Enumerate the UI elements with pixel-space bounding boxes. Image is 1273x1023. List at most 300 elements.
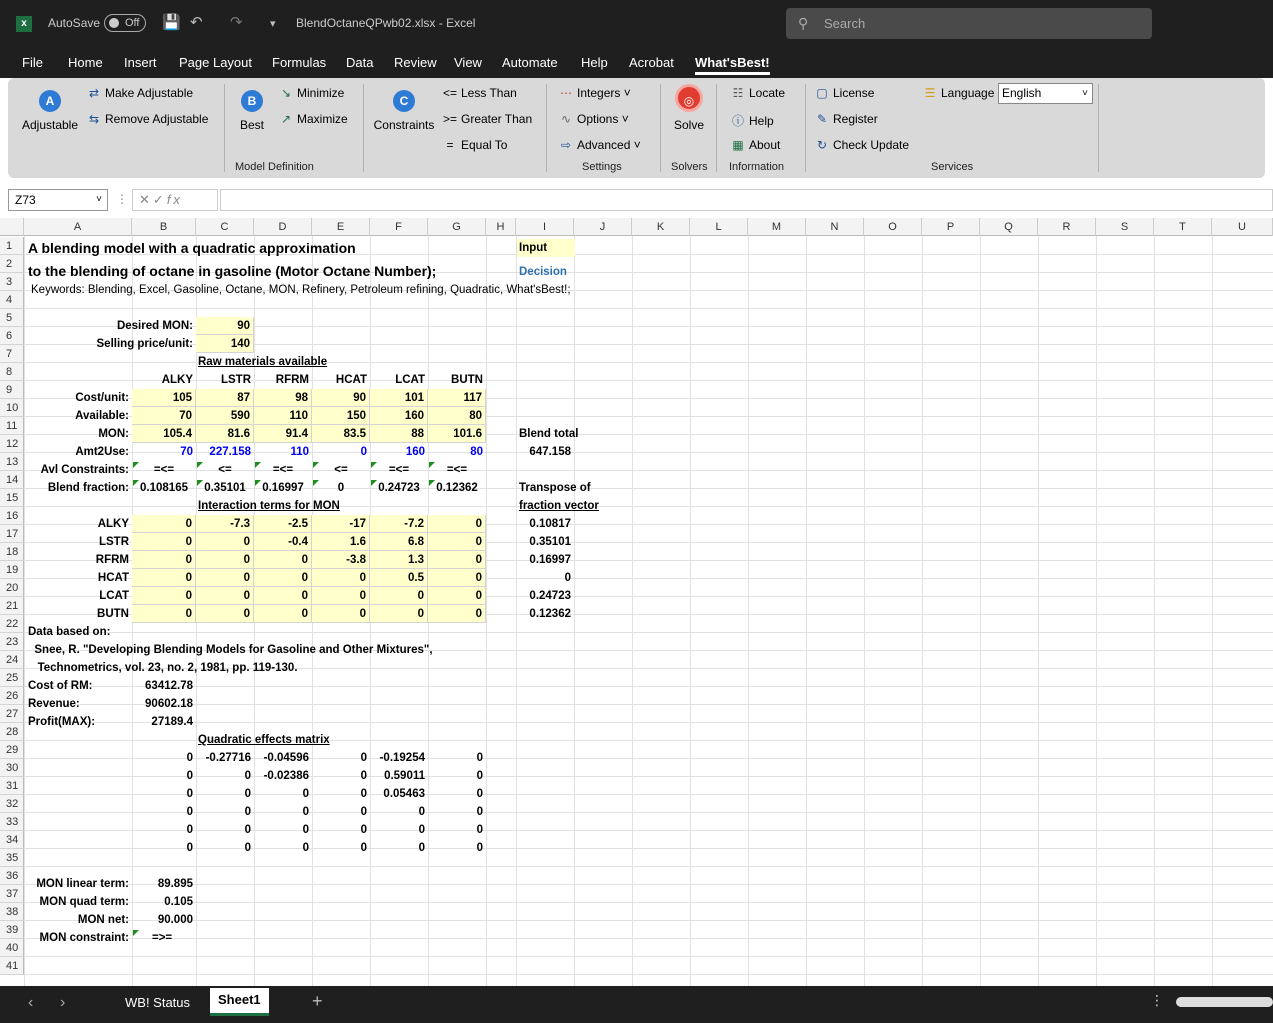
interaction-cell[interactable]: -2.5 bbox=[254, 515, 312, 533]
tab-formulas[interactable]: Formulas bbox=[272, 55, 327, 70]
cell-b38[interactable]: 90.000 bbox=[157, 914, 193, 926]
row-header[interactable]: 29 bbox=[0, 741, 24, 759]
cell-a27[interactable]: Profit(MAX): bbox=[28, 716, 96, 728]
input-cell[interactable]: 160 bbox=[370, 407, 428, 425]
quadratic-cell[interactable]: 0 bbox=[302, 806, 309, 818]
row-header[interactable]: 40 bbox=[0, 939, 24, 957]
constraints-icon: C bbox=[393, 90, 415, 112]
solve-label: Solve bbox=[673, 118, 705, 132]
tab-page-layout[interactable]: Page Layout bbox=[179, 55, 253, 70]
constraint-cell[interactable]: =<= bbox=[132, 461, 196, 479]
cancel-icon[interactable]: ✕ bbox=[139, 192, 153, 207]
quadratic-cell[interactable]: 0 bbox=[418, 806, 425, 818]
cell-a23[interactable]: Snee, R. "Developing Blending Models for Gasoline and Other Mixtures", bbox=[28, 644, 433, 656]
interaction-cell[interactable]: 0 bbox=[312, 587, 370, 605]
row-label-cell[interactable]: HCAT bbox=[97, 572, 129, 584]
cell-a2[interactable]: to the blending of octane in gasoline (Motor Octane Number); bbox=[28, 263, 437, 279]
tab-automate[interactable]: Automate bbox=[502, 55, 558, 70]
column-header[interactable]: U bbox=[1212, 218, 1273, 236]
quadratic-cell[interactable]: 0 bbox=[476, 770, 483, 782]
interaction-cell[interactable]: 0 bbox=[132, 605, 196, 623]
decision-cell[interactable]: 160 bbox=[405, 446, 425, 458]
cell-a39[interactable]: MON constraint: bbox=[39, 932, 129, 944]
row-header[interactable]: 4 bbox=[0, 291, 24, 309]
quadratic-cell[interactable]: 0 bbox=[186, 788, 193, 800]
fraction-cell[interactable]: 0.108165 bbox=[132, 479, 196, 497]
column-header[interactable]: R bbox=[1038, 218, 1096, 236]
tab-whatsbest[interactable]: What'sBest! bbox=[695, 55, 770, 75]
constraint-cell[interactable]: <= bbox=[312, 461, 370, 479]
tab-file[interactable]: File bbox=[22, 55, 43, 70]
locate-button[interactable] bbox=[730, 86, 785, 100]
transpose-cell[interactable]: 0.24723 bbox=[529, 590, 571, 602]
file-name: BlendOctaneQPwb02.xlsx bbox=[296, 16, 436, 30]
row-header[interactable]: 32 bbox=[0, 795, 24, 813]
interaction-cell[interactable]: -7.3 bbox=[196, 515, 254, 533]
cell-b25[interactable]: 63412.78 bbox=[145, 680, 193, 692]
row-header[interactable]: 9 bbox=[0, 381, 24, 399]
row-header[interactable]: 10 bbox=[0, 399, 24, 417]
interaction-cell[interactable]: 0 bbox=[132, 587, 196, 605]
row-label-cell[interactable]: RFRM bbox=[95, 554, 129, 566]
register-button[interactable] bbox=[814, 112, 878, 126]
row-header[interactable]: 35 bbox=[0, 849, 24, 867]
enter-icon[interactable]: ✓ bbox=[152, 192, 167, 207]
decision-cell[interactable]: 0 bbox=[360, 446, 367, 458]
interaction-cell[interactable]: 0 bbox=[370, 605, 428, 623]
license-label: License bbox=[833, 86, 875, 100]
quadratic-cell[interactable]: 0 bbox=[418, 842, 425, 854]
cell-i2[interactable]: Decision bbox=[519, 266, 567, 278]
input-cell[interactable]: 83.5 bbox=[312, 425, 370, 443]
advanced-button[interactable]: ⇨ Advanced ˅ bbox=[558, 138, 641, 152]
column-label-cell[interactable]: LCAT bbox=[395, 374, 425, 386]
row-header[interactable]: 19 bbox=[0, 561, 24, 579]
gridline bbox=[1096, 236, 1097, 986]
autosave-toggle[interactable]: Off bbox=[104, 14, 146, 32]
search-box[interactable] bbox=[786, 8, 1152, 39]
language-select[interactable] bbox=[998, 83, 1093, 104]
quadratic-cell[interactable]: 0 bbox=[186, 752, 193, 764]
cell-i11[interactable]: Blend total bbox=[519, 428, 579, 440]
check-update-button[interactable] bbox=[814, 138, 909, 152]
cell-i14[interactable]: Transpose of bbox=[519, 482, 591, 494]
column-header[interactable]: E bbox=[312, 218, 370, 236]
interaction-cell[interactable]: 0 bbox=[312, 569, 370, 587]
interaction-cell[interactable]: 0 bbox=[370, 587, 428, 605]
next-sheet-icon[interactable]: › bbox=[60, 994, 66, 1011]
more-icon[interactable]: ⋮ bbox=[1150, 992, 1164, 1008]
quadratic-cell[interactable]: 0 bbox=[302, 788, 309, 800]
row-label-cell[interactable]: BUTN bbox=[97, 608, 129, 620]
column-header[interactable]: G bbox=[428, 218, 486, 236]
language-label: Language bbox=[941, 86, 995, 100]
equal-to-button[interactable] bbox=[442, 138, 507, 152]
interaction-cell[interactable]: -3.8 bbox=[312, 551, 370, 569]
column-header[interactable]: H bbox=[486, 218, 516, 236]
constraint-cell[interactable]: <= bbox=[196, 461, 254, 479]
redo-icon[interactable]: ↷ bbox=[230, 14, 243, 31]
input-cell[interactable]: 70 bbox=[132, 407, 196, 425]
input-cell[interactable]: 90 bbox=[312, 389, 370, 407]
cell-b27[interactable]: 27189.4 bbox=[151, 716, 193, 728]
row-header[interactable]: 24 bbox=[0, 651, 24, 669]
save-icon[interactable]: 💾 bbox=[162, 14, 181, 31]
formula-bar bbox=[0, 186, 1273, 214]
quadratic-cell[interactable]: -0.04596 bbox=[263, 752, 309, 764]
row-header[interactable]: 12 bbox=[0, 435, 24, 453]
transpose-cell[interactable]: 0.35101 bbox=[529, 536, 571, 548]
input-cell[interactable]: 117 bbox=[428, 389, 486, 407]
fraction-cell[interactable]: 0 bbox=[312, 479, 370, 497]
tab-view[interactable]: View bbox=[454, 55, 482, 70]
row-header[interactable]: 1 bbox=[0, 237, 24, 255]
row-header[interactable]: 17 bbox=[0, 525, 24, 543]
row-header[interactable]: 33 bbox=[0, 813, 24, 831]
cell-a9[interactable]: Cost/unit: bbox=[75, 392, 129, 404]
interaction-cell[interactable]: 0 bbox=[196, 569, 254, 587]
decision-cell[interactable]: 110 bbox=[290, 446, 309, 458]
fraction-cell[interactable]: 0.16997 bbox=[254, 479, 312, 497]
settings-label: Settings bbox=[582, 161, 622, 173]
input-cell[interactable]: 88 bbox=[370, 425, 428, 443]
quadratic-cell[interactable]: 0 bbox=[244, 842, 251, 854]
cell-a22[interactable]: Data based on: bbox=[28, 626, 111, 638]
input-cell[interactable]: 98 bbox=[254, 389, 312, 407]
quadratic-cell[interactable]: 0 bbox=[360, 788, 367, 800]
tab-review[interactable]: Review bbox=[394, 55, 437, 70]
interaction-cell[interactable]: 0.5 bbox=[370, 569, 428, 587]
row-header[interactable]: 27 bbox=[0, 705, 24, 723]
row-header[interactable]: 25 bbox=[0, 669, 24, 687]
column-header[interactable]: N bbox=[806, 218, 864, 236]
column-label-cell[interactable]: BUTN bbox=[451, 374, 483, 386]
constraint-cell[interactable]: =<= bbox=[254, 461, 312, 479]
remove-adjustable-button[interactable] bbox=[86, 112, 208, 126]
tab-acrobat[interactable]: Acrobat bbox=[629, 55, 674, 70]
constraint-cell[interactable]: =<= bbox=[370, 461, 428, 479]
name-box[interactable] bbox=[8, 189, 108, 211]
column-header[interactable]: T bbox=[1154, 218, 1212, 236]
column-header[interactable]: B bbox=[132, 218, 196, 236]
quadratic-cell[interactable]: 0 bbox=[476, 788, 483, 800]
row-header[interactable]: 31 bbox=[0, 777, 24, 795]
quadratic-cell[interactable]: 0 bbox=[186, 806, 193, 818]
interaction-cell[interactable]: 0 bbox=[254, 605, 312, 623]
quadratic-cell[interactable]: 0 bbox=[476, 806, 483, 818]
row-header[interactable]: 41 bbox=[0, 957, 24, 975]
cell-a1[interactable]: A blending model with a quadratic approximation bbox=[28, 240, 356, 256]
column-label-cell[interactable]: LSTR bbox=[220, 374, 251, 386]
row-header[interactable]: 16 bbox=[0, 507, 24, 525]
quadratic-cell[interactable]: 0 bbox=[360, 842, 367, 854]
decision-cell[interactable]: 80 bbox=[470, 446, 483, 458]
input-cell[interactable]: 81.6 bbox=[196, 425, 254, 443]
interaction-cell[interactable]: -0.4 bbox=[254, 533, 312, 551]
column-header[interactable]: Q bbox=[980, 218, 1038, 236]
sheet-tab-wb-status[interactable]: WB! Status bbox=[125, 995, 191, 1010]
cell-b37[interactable]: 0.105 bbox=[164, 896, 193, 908]
interaction-cell[interactable]: 0 bbox=[254, 551, 312, 569]
input-cell[interactable]: 110 bbox=[254, 407, 312, 425]
quadratic-cell[interactable]: 0 bbox=[418, 824, 425, 836]
column-header[interactable]: A bbox=[24, 218, 132, 236]
row-header[interactable]: 22 bbox=[0, 615, 24, 633]
row-header[interactable]: 39 bbox=[0, 921, 24, 939]
interaction-cell[interactable]: 0 bbox=[428, 551, 486, 569]
formula-input[interactable] bbox=[220, 189, 1273, 211]
cell-a3[interactable]: Keywords: Blending, Excel, Gasoline, Octane, MON, Refinery, Petroleum refining, Quadratic, What'sBest!; bbox=[31, 284, 571, 296]
gridline bbox=[748, 236, 749, 986]
quadratic-cell[interactable]: 0 bbox=[302, 824, 309, 836]
input-cell[interactable]: 590 bbox=[196, 407, 254, 425]
input-cell[interactable]: 101.6 bbox=[428, 425, 486, 443]
row-header[interactable]: 30 bbox=[0, 759, 24, 777]
prev-sheet-icon[interactable]: ‹ bbox=[28, 994, 34, 1011]
column-header[interactable]: J bbox=[574, 218, 632, 236]
transpose-cell[interactable]: 0.12362 bbox=[529, 608, 571, 620]
interaction-cell[interactable]: 0 bbox=[254, 569, 312, 587]
column-header[interactable]: F bbox=[370, 218, 428, 236]
fraction-cell[interactable]: 0.12362 bbox=[428, 479, 486, 497]
row-header[interactable]: 5 bbox=[0, 309, 24, 327]
help-icon: ⓘ bbox=[731, 114, 744, 128]
row-header[interactable]: 26 bbox=[0, 687, 24, 705]
tab-insert[interactable]: Insert bbox=[124, 55, 157, 70]
greater-than-icon: >= bbox=[442, 112, 457, 126]
cell-a37[interactable]: MON quad term: bbox=[39, 896, 129, 908]
row-header[interactable]: 38 bbox=[0, 903, 24, 921]
cell-a38[interactable]: MON net: bbox=[77, 914, 129, 926]
column-header[interactable]: O bbox=[864, 218, 922, 236]
search-placeholder: Search bbox=[824, 16, 866, 31]
interaction-cell[interactable]: 0 bbox=[428, 569, 486, 587]
gridline bbox=[486, 236, 487, 986]
row-label-cell[interactable]: LSTR bbox=[98, 536, 129, 548]
undo-icon[interactable]: ↶ bbox=[190, 14, 203, 31]
cell-c15[interactable]: Interaction terms for MON bbox=[198, 500, 340, 512]
interaction-cell[interactable]: 0 bbox=[132, 551, 196, 569]
cell-a36[interactable]: MON linear term: bbox=[36, 878, 129, 890]
decision-cell[interactable]: 70 bbox=[180, 446, 193, 458]
interaction-cell[interactable]: 0 bbox=[428, 587, 486, 605]
interaction-cell[interactable]: 0 bbox=[196, 605, 254, 623]
cell-a25[interactable]: Cost of RM: bbox=[28, 680, 93, 692]
cell-a11[interactable]: MON: bbox=[98, 428, 129, 440]
cell-i1[interactable]: Input bbox=[517, 239, 575, 257]
interaction-cell[interactable]: -7.2 bbox=[370, 515, 428, 533]
best-icon: B bbox=[241, 90, 263, 112]
add-sheet-icon[interactable]: + bbox=[312, 991, 323, 1011]
row-header[interactable]: 11 bbox=[0, 417, 24, 435]
interaction-cell[interactable]: 0 bbox=[428, 533, 486, 551]
column-label-cell[interactable]: RFRM bbox=[275, 374, 309, 386]
input-cell[interactable]: 101 bbox=[370, 389, 428, 407]
row-label-cell[interactable]: LCAT bbox=[99, 590, 129, 602]
row-label-cell[interactable]: ALKY bbox=[97, 518, 129, 530]
input-cell[interactable]: 105.4 bbox=[132, 425, 196, 443]
quadratic-cell[interactable]: 0 bbox=[244, 770, 251, 782]
interaction-cell[interactable]: 0 bbox=[132, 533, 196, 551]
cell-a14[interactable]: Blend fraction: bbox=[47, 482, 129, 494]
cell-a12[interactable]: Amt2Use: bbox=[75, 446, 129, 458]
help-button[interactable] bbox=[730, 112, 774, 129]
interaction-cell[interactable]: -17 bbox=[312, 515, 370, 533]
row-header[interactable]: 15 bbox=[0, 489, 24, 507]
cell-a10[interactable]: Available: bbox=[75, 410, 129, 422]
fraction-cell[interactable]: 0.35101 bbox=[196, 479, 254, 497]
row-header[interactable]: 18 bbox=[0, 543, 24, 561]
row-header[interactable]: 7 bbox=[0, 345, 24, 363]
transpose-cell[interactable]: 0.16997 bbox=[529, 554, 571, 566]
minimize-button[interactable] bbox=[278, 86, 344, 100]
integers-button[interactable]: ⋯ Integers ˅ bbox=[560, 86, 631, 100]
column-header[interactable]: D bbox=[254, 218, 312, 236]
license-icon: ▢ bbox=[816, 86, 828, 100]
cell-b36[interactable]: 89.895 bbox=[157, 878, 193, 890]
input-cell[interactable]: 80 bbox=[428, 407, 486, 425]
tab-help[interactable]: Help bbox=[581, 55, 608, 70]
maximize-button[interactable] bbox=[278, 112, 348, 126]
input-cell[interactable]: 87 bbox=[196, 389, 254, 407]
row-header[interactable]: 20 bbox=[0, 579, 24, 597]
interaction-cell[interactable]: 0 bbox=[132, 569, 196, 587]
cell-a5[interactable]: Desired MON: bbox=[116, 320, 193, 332]
license-button[interactable] bbox=[814, 86, 874, 100]
fraction-cell[interactable]: 0.24723 bbox=[370, 479, 428, 497]
quadratic-cell[interactable]: 0 bbox=[186, 824, 193, 836]
interaction-cell[interactable]: 0 bbox=[196, 551, 254, 569]
column-header[interactable]: P bbox=[922, 218, 980, 236]
row-header[interactable]: 28 bbox=[0, 723, 24, 741]
select-all-corner[interactable] bbox=[0, 218, 24, 236]
column-header[interactable]: L bbox=[690, 218, 748, 236]
check-update-icon: ↻ bbox=[816, 138, 828, 152]
tab-data[interactable]: Data bbox=[346, 55, 374, 70]
sheet-tab-sheet1[interactable]: Sheet1 bbox=[210, 988, 269, 1016]
interaction-cell[interactable]: 0 bbox=[132, 515, 196, 533]
quadratic-cell[interactable]: 0 bbox=[186, 770, 193, 782]
interaction-cell[interactable]: 0 bbox=[254, 587, 312, 605]
gridline bbox=[24, 920, 1273, 921]
quadratic-cell[interactable]: -0.19254 bbox=[379, 752, 425, 764]
insert-function-icon[interactable]: fx bbox=[166, 192, 183, 207]
row-header[interactable]: 21 bbox=[0, 597, 24, 615]
quadratic-cell[interactable]: 0 bbox=[360, 824, 367, 836]
input-cell[interactable]: 91.4 bbox=[254, 425, 312, 443]
input-cell[interactable]: 150 bbox=[312, 407, 370, 425]
about-button[interactable] bbox=[730, 138, 780, 152]
cell-i12[interactable]: 647.158 bbox=[529, 446, 571, 458]
row-header[interactable]: 37 bbox=[0, 885, 24, 903]
row-header[interactable]: 14 bbox=[0, 471, 24, 489]
interaction-cell[interactable]: 0 bbox=[196, 587, 254, 605]
row-header[interactable]: 34 bbox=[0, 831, 24, 849]
adjustable-button[interactable] bbox=[18, 90, 82, 132]
column-header[interactable]: S bbox=[1096, 218, 1154, 236]
cell-a13[interactable]: Avl Constraints: bbox=[40, 464, 129, 476]
cell-b39[interactable]: =>= bbox=[132, 929, 196, 947]
gridline bbox=[24, 704, 1273, 705]
input-cell[interactable]: 105 bbox=[132, 389, 196, 407]
cell-a24[interactable]: Technometrics, vol. 23, no. 2, 1981, pp. 119-130. bbox=[28, 662, 298, 674]
best-button[interactable] bbox=[234, 90, 270, 132]
interaction-cell[interactable]: 0 bbox=[196, 533, 254, 551]
make-adjustable-button[interactable] bbox=[86, 86, 193, 100]
ribbon-tabs bbox=[0, 48, 1273, 78]
quadratic-cell[interactable]: 0 bbox=[476, 752, 483, 764]
row-header[interactable]: 3 bbox=[0, 273, 24, 291]
column-header[interactable]: M bbox=[748, 218, 806, 236]
column-label-cell[interactable]: ALKY bbox=[161, 374, 193, 386]
less-than-button[interactable] bbox=[442, 86, 517, 100]
cell-i15[interactable]: fraction vector bbox=[519, 500, 599, 512]
row-header[interactable]: 13 bbox=[0, 453, 24, 471]
gridline bbox=[632, 236, 633, 986]
quadratic-cell[interactable]: 0 bbox=[476, 824, 483, 836]
transpose-cell[interactable]: 0.10817 bbox=[529, 518, 571, 530]
quadratic-cell[interactable]: 0.05463 bbox=[383, 788, 425, 800]
tab-home[interactable]: Home bbox=[68, 55, 103, 70]
column-header[interactable]: K bbox=[632, 218, 690, 236]
group-separator bbox=[546, 84, 547, 172]
interaction-cell[interactable]: 0 bbox=[428, 605, 486, 623]
interaction-cell[interactable]: 1.3 bbox=[370, 551, 428, 569]
quadratic-cell[interactable]: 0 bbox=[360, 770, 367, 782]
options-button[interactable]: ∿ Options ˅ bbox=[558, 112, 629, 126]
quadratic-cell[interactable]: 0 bbox=[476, 842, 483, 854]
cell-c5[interactable]: 90 bbox=[196, 317, 254, 335]
row-header[interactable]: 2 bbox=[0, 255, 24, 273]
cell-a26[interactable]: Revenue: bbox=[28, 698, 80, 710]
constraint-cell[interactable]: =<= bbox=[428, 461, 486, 479]
quadratic-cell[interactable]: 0 bbox=[244, 788, 251, 800]
customize-qat-icon[interactable]: ▾ bbox=[270, 18, 276, 30]
quadratic-cell[interactable]: 0.59011 bbox=[384, 770, 425, 782]
interaction-cell[interactable]: 1.6 bbox=[312, 533, 370, 551]
column-header[interactable]: I bbox=[516, 218, 574, 236]
quadratic-cell[interactable]: -0.02386 bbox=[263, 770, 309, 782]
transpose-cell[interactable]: 0 bbox=[564, 572, 571, 584]
quadratic-cell[interactable]: 0 bbox=[360, 806, 367, 818]
cell-c7[interactable]: Raw materials available bbox=[198, 356, 328, 368]
interaction-cell[interactable]: 6.8 bbox=[370, 533, 428, 551]
cell-b26[interactable]: 90602.18 bbox=[145, 698, 193, 710]
column-header[interactable]: C bbox=[196, 218, 254, 236]
quadratic-cell[interactable]: 0 bbox=[360, 752, 367, 764]
quadratic-cell[interactable]: 0 bbox=[244, 806, 251, 818]
quadratic-cell[interactable]: 0 bbox=[186, 842, 193, 854]
quadratic-cell[interactable]: -0.27716 bbox=[205, 752, 251, 764]
greater-than-button[interactable] bbox=[442, 112, 532, 126]
row-header[interactable]: 8 bbox=[0, 363, 24, 381]
horizontal-scrollbar[interactable] bbox=[1176, 997, 1273, 1007]
column-label-cell[interactable]: HCAT bbox=[335, 374, 367, 386]
decision-cell[interactable]: 227.158 bbox=[209, 446, 251, 458]
quadratic-cell[interactable]: 0 bbox=[244, 824, 251, 836]
interaction-cell[interactable]: 0 bbox=[312, 605, 370, 623]
interaction-cell[interactable]: 0 bbox=[428, 515, 486, 533]
solve-button[interactable] bbox=[670, 84, 708, 132]
constraints-button[interactable] bbox=[370, 90, 438, 132]
cell-c6[interactable]: 140 bbox=[196, 335, 254, 353]
row-header[interactable]: 6 bbox=[0, 327, 24, 345]
row-header[interactable]: 23 bbox=[0, 633, 24, 651]
cell-c28[interactable]: Quadratic effects matrix bbox=[198, 734, 330, 746]
cell-a6[interactable]: Selling price/unit: bbox=[96, 338, 193, 350]
row-header[interactable]: 36 bbox=[0, 867, 24, 885]
quadratic-cell[interactable]: 0 bbox=[302, 842, 309, 854]
